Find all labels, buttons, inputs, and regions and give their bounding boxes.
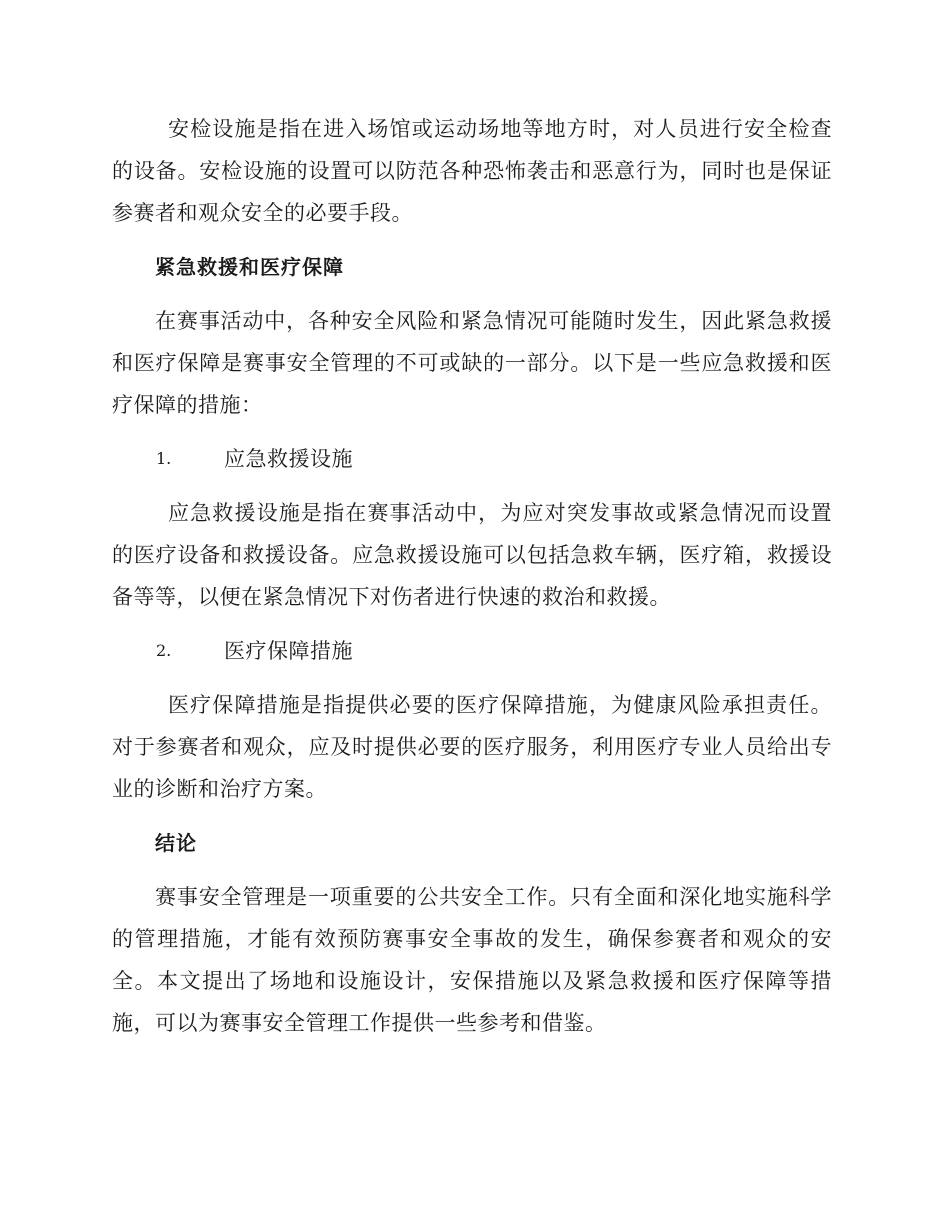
list-item-label: 应急救援设施: [224, 447, 353, 471]
paragraph-emergency-intro: 在赛事活动中，各种安全风险和紧急情况可能随时发生，因此紧急救援和医疗保障是赛事安全管理的不可或缺的一部分。以下是一些应急救援和医疗保障的措施：: [112, 309, 832, 417]
paragraph-conclusion: 赛事安全管理是一项重要的公共安全工作。只有全面和深化地实施科学的管理措施，才能有效预防赛事安全事故的发生，确保参赛者和观众的安全。本文提出了场地和设施设计，安保措施以及紧急救援和医疗保障等措施，可以为赛事安全管理工作提供一些参考和借鉴。: [112, 885, 832, 1035]
paragraph-security-facilities: 安检设施是指在进入场馆或运动场地等地方时，对人员进行安全检查的设备。安检设施的设置可以防范各种恐怖袭击和恶意行为，同时也是保证参赛者和观众安全的必要手段。: [112, 117, 832, 225]
list-number: 2.: [156, 641, 172, 660]
list-item-1: [112, 438, 832, 480]
list-item-label: 医疗保障措施: [224, 639, 353, 663]
document-page: [112, 108, 832, 1056]
paragraph-emergency-facilities: 应急救援设施是指在赛事活动中，为应对突发事故或紧急情况而设置的医疗设备和救援设备。应急救援设施可以包括急救车辆，医疗箱，救援设备等等，以便在紧急情况下对伤者进行快速的救治和救援。: [112, 501, 832, 609]
list-item-2: [112, 630, 832, 672]
heading-emergency-medical: 紧急救援和医疗保障: [155, 255, 344, 279]
list-number: 1.: [156, 449, 172, 468]
heading-conclusion: 结论: [155, 831, 197, 855]
paragraph-medical-measures: 医疗保障措施是指提供必要的医疗保障措施，为健康风险承担责任。对于参赛者和观众，应及时提供必要的医疗服务，利用医疗专业人员给出专业的诊断和治疗方案。: [112, 693, 832, 801]
